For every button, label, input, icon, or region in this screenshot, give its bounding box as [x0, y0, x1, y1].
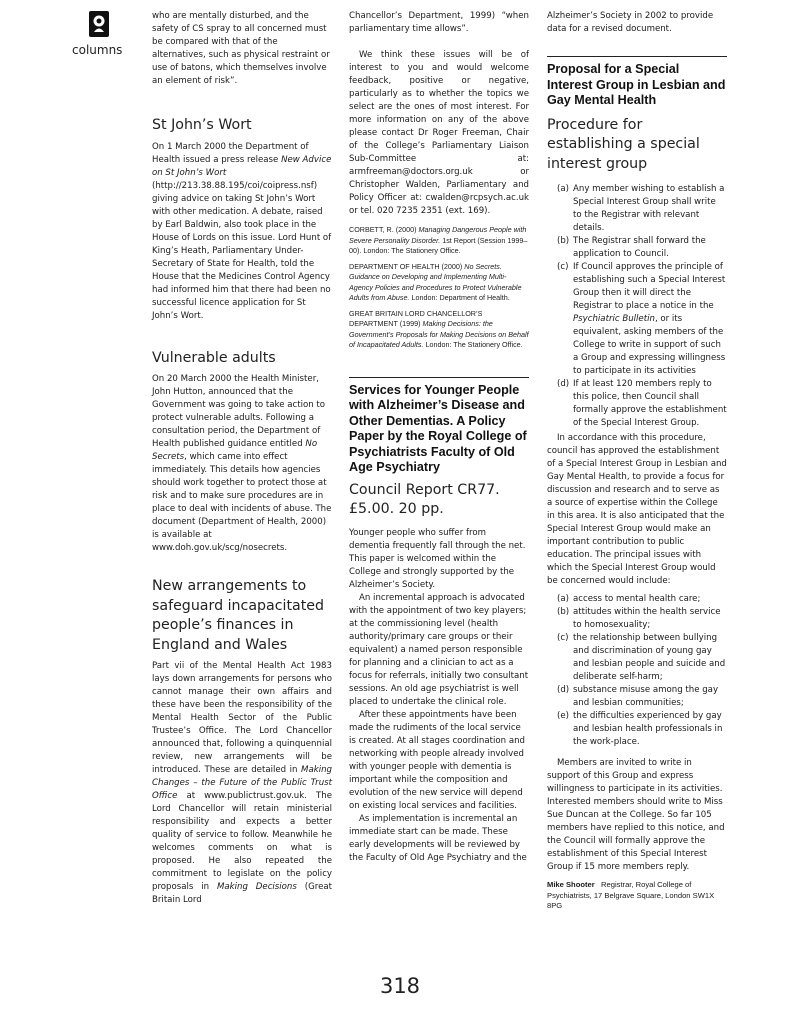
arrangements-heading: New arrangements to safeguard incapacitated people’s finances in England and Wales — [152, 578, 325, 653]
reference-item: CORBETT, R. (2000) Managing Dangerous People with Severe Personality Disorder. 1st Report (Session 1999–00). London: The Stationery Office. — [349, 225, 528, 255]
services-paragraph: As implementation is incremental an immediate start can be made. These early developments will be reviewed by the Faculty of Old Age Psychiatry and the — [349, 813, 527, 863]
reference-item: DEPARTMENT OF HEALTH (2000) No Secrets. Guidance on Developing and Implementing Multi-Agency Policies and Procedures to Protect Vulnerable Adults from Abuse. London: Department of Health. — [349, 261, 522, 302]
signature: Mike Shooter Registrar, Royal College of Psychiatrists, 17 Belgrave Square, London SW1X 8PG — [547, 880, 715, 910]
feedback-paragraph: We think these issues will be of interest to you and would welcome feedback, positive or negative, particularly as to whether the topics we select are the ones of most interest. For more information on any of the above please contact Dr Roger Freeman, Chair of the College’s Parliamentary Liaison Sub-Committee at: armfreeman@doctors.org.uk or Christopher Walden, Parliamentary and Policy Officer at: cwalden@rcpsych.ac.uk or tel. 020 7235 2351 (ext. 169). — [349, 50, 529, 216]
services-paragraph: Younger people who suffer from dementia frequently fall through the net. This paper is welcomed within the College and strongly supported by the Alzheimer’s Society. — [349, 527, 526, 590]
list-item: (d) If at least 120 members reply to this police, then Council shall formally approve the establishment of the Special Interest Group. — [557, 379, 727, 428]
list-item: (e) the difficulties experienced by gay and lesbian health professionals in the work-place. — [557, 711, 723, 747]
column-2 — [349, 10, 529, 865]
section-label: columns — [72, 43, 123, 57]
list-item: (c) the relationship between bullying and discrimination of young gay and lesbian people and suicide and deliberate self-harm; — [557, 633, 726, 682]
column-1 — [152, 10, 332, 907]
col2-continued: Chancellor’s Department, 1999) “when parliamentary time allows”. — [349, 11, 529, 34]
list-item: (b) The Registrar shall forward the application to Council. — [557, 236, 706, 259]
stjohns-heading: St John’s Wort — [152, 117, 252, 133]
section-rule — [349, 377, 529, 378]
proposal-paragraph: Members are invited to write in support of this Group and express willingness to participate in its activities. Interested members should write to Miss Sue Duncan at the College. So far 105 members have replied to this notice, and the Council will formally approve the establishment of this Special Interest Group if 15 more members reply. — [547, 758, 725, 872]
stjohns-paragraph: On 1 March 2000 the Department of Health issued a press release New Advice on St John’s Wort (http://213.38.88.195/coi/coipress.nsf) giving advice on taking St John’s Wort with other medication. A debate, raised by Earl Baldwin, also took place in the House of Lords on this issue. Lord Hunt of King’s Heath, Parliamentary Under-Secretary of State for Health, told the House that the Medicines Control Agency had informed him that there had been no successful licence application for St John’s Wort. — [152, 141, 332, 321]
list-item: (d) substance misuse among the gay and lesbian communities; — [557, 685, 719, 708]
reference-item: GREAT BRITAIN LORD CHANCELLOR’S DEPARTMENT (1999) Making Decisions: the Government’s Proposals for Making Decisions on Behalf of Incapacitated Adults. London: The Stationery Office. — [349, 308, 529, 349]
services-subheading: Council Report CR77. £5.00. 20 pp. — [349, 481, 500, 517]
issues-list — [547, 593, 727, 749]
procedure-list — [547, 183, 727, 430]
page-number: 318 — [379, 974, 421, 998]
section-rule — [547, 56, 727, 57]
services-paragraph: An incremental approach is advocated with the appointment of two key players; at the commissioning level (health authority/primary care groups or their equivalent) a named person responsible for planning and a clinician to act as a focus for referrals, initially two consultant sessions. An old age psychiatrist is well placed to undertake the clinical role. — [349, 592, 529, 707]
services-paragraph: After these appointments have been made the rudiments of the local service is created. At all stages coordination and networking with people already involved with younger people with dementia is important while the composition and evolution of the new service will depend on existing local services and facilities. — [349, 709, 525, 811]
list-item: (b) attitudes within the health service to homosexuality; — [557, 607, 721, 630]
list-item: (a) access to mental health care; — [557, 594, 701, 604]
list-item: (c) If Council approves the principle of establishing such a Special Interest Group then it will direct the Registrar to place a notice in the Psychiatric Bulletin, or its equivalent, asking members of the College to write in support of such a Group and expressing willingness to participate in its activities — [557, 262, 726, 376]
reference-list — [349, 225, 529, 351]
arrangements-paragraph: Part vii of the Mental Health Act 1983 lays down arrangements for persons who cannot manage their own affairs and these have been the responsibility of the Mental Health Sector of the Public Trustee’s Office. The Lord Chancellor announced that, following a quinquennial review, new arrangements will be introduced. These are detailed in Making Changes – the Future of the Public Trust Office at www.publictrust.gov.uk. The Lord Chancellor will retain ministerial responsibility and expects a better quality of service to follow. Meanwhile he welcomes comments on what is proposed. He also repeated the commitment to legislate on the policy proposals in Making Decisions (Great Britain Lord — [152, 661, 333, 905]
vulnerable-heading: Vulnerable adults — [152, 349, 276, 366]
proposal-paragraph: In accordance with this procedure, council has approved the establishment of a Special Interest Group in Lesbian and Gay Mental Health, to provide a focus for discussion and research and to serve as a source of expertise within the College in this area. It is also anticipated that the Special Interest Group would make an important contribution to public education. The principal issues with which the Special Interest Group would be concerned would include: — [547, 433, 727, 586]
services-heading: Services for Younger People with Alzheimer’s Disease and Other Dementias. A Policy Paper by the Royal College of Psychiatrists Faculty of Old Age Psychiatry — [349, 382, 527, 474]
intro-continued: who are mentally disturbed, and the safety of CS spray to all concerned must be compared with that of the alternatives, such as physical restraint or use of batons, which themselves involve an element of risk”. — [152, 11, 330, 86]
head-silhouette-icon — [86, 10, 112, 38]
vulnerable-paragraph: On 20 March 2000 the Health Minister, John Hutton, announced that the Government was going to take action to protect vulnerable adults. Following a consultation period, the Department of Health published guidance entitled No Secrets, which came into effect immediately. This details how agencies should work together to protect those at risk and to make sure procedures are in place to deal with incidents of abuse. The document (Department of Health, 2000) is available at www.doh.gov.uk/scg/nosecrets. — [152, 374, 332, 553]
list-item: (a) Any member wishing to establish a Special Interest Group shall write to the Registrar with relevant details. — [557, 184, 725, 233]
proposal-heading: Proposal for a Special Interest Group in Lesbian and Gay Mental Health — [547, 62, 726, 107]
col3-continued: Alzheimer’s Society in 2002 to provide data for a revised document. — [547, 11, 714, 34]
proposal-subheading: Procedure for establishing a special interest group — [547, 116, 700, 172]
column-3 — [547, 10, 727, 912]
